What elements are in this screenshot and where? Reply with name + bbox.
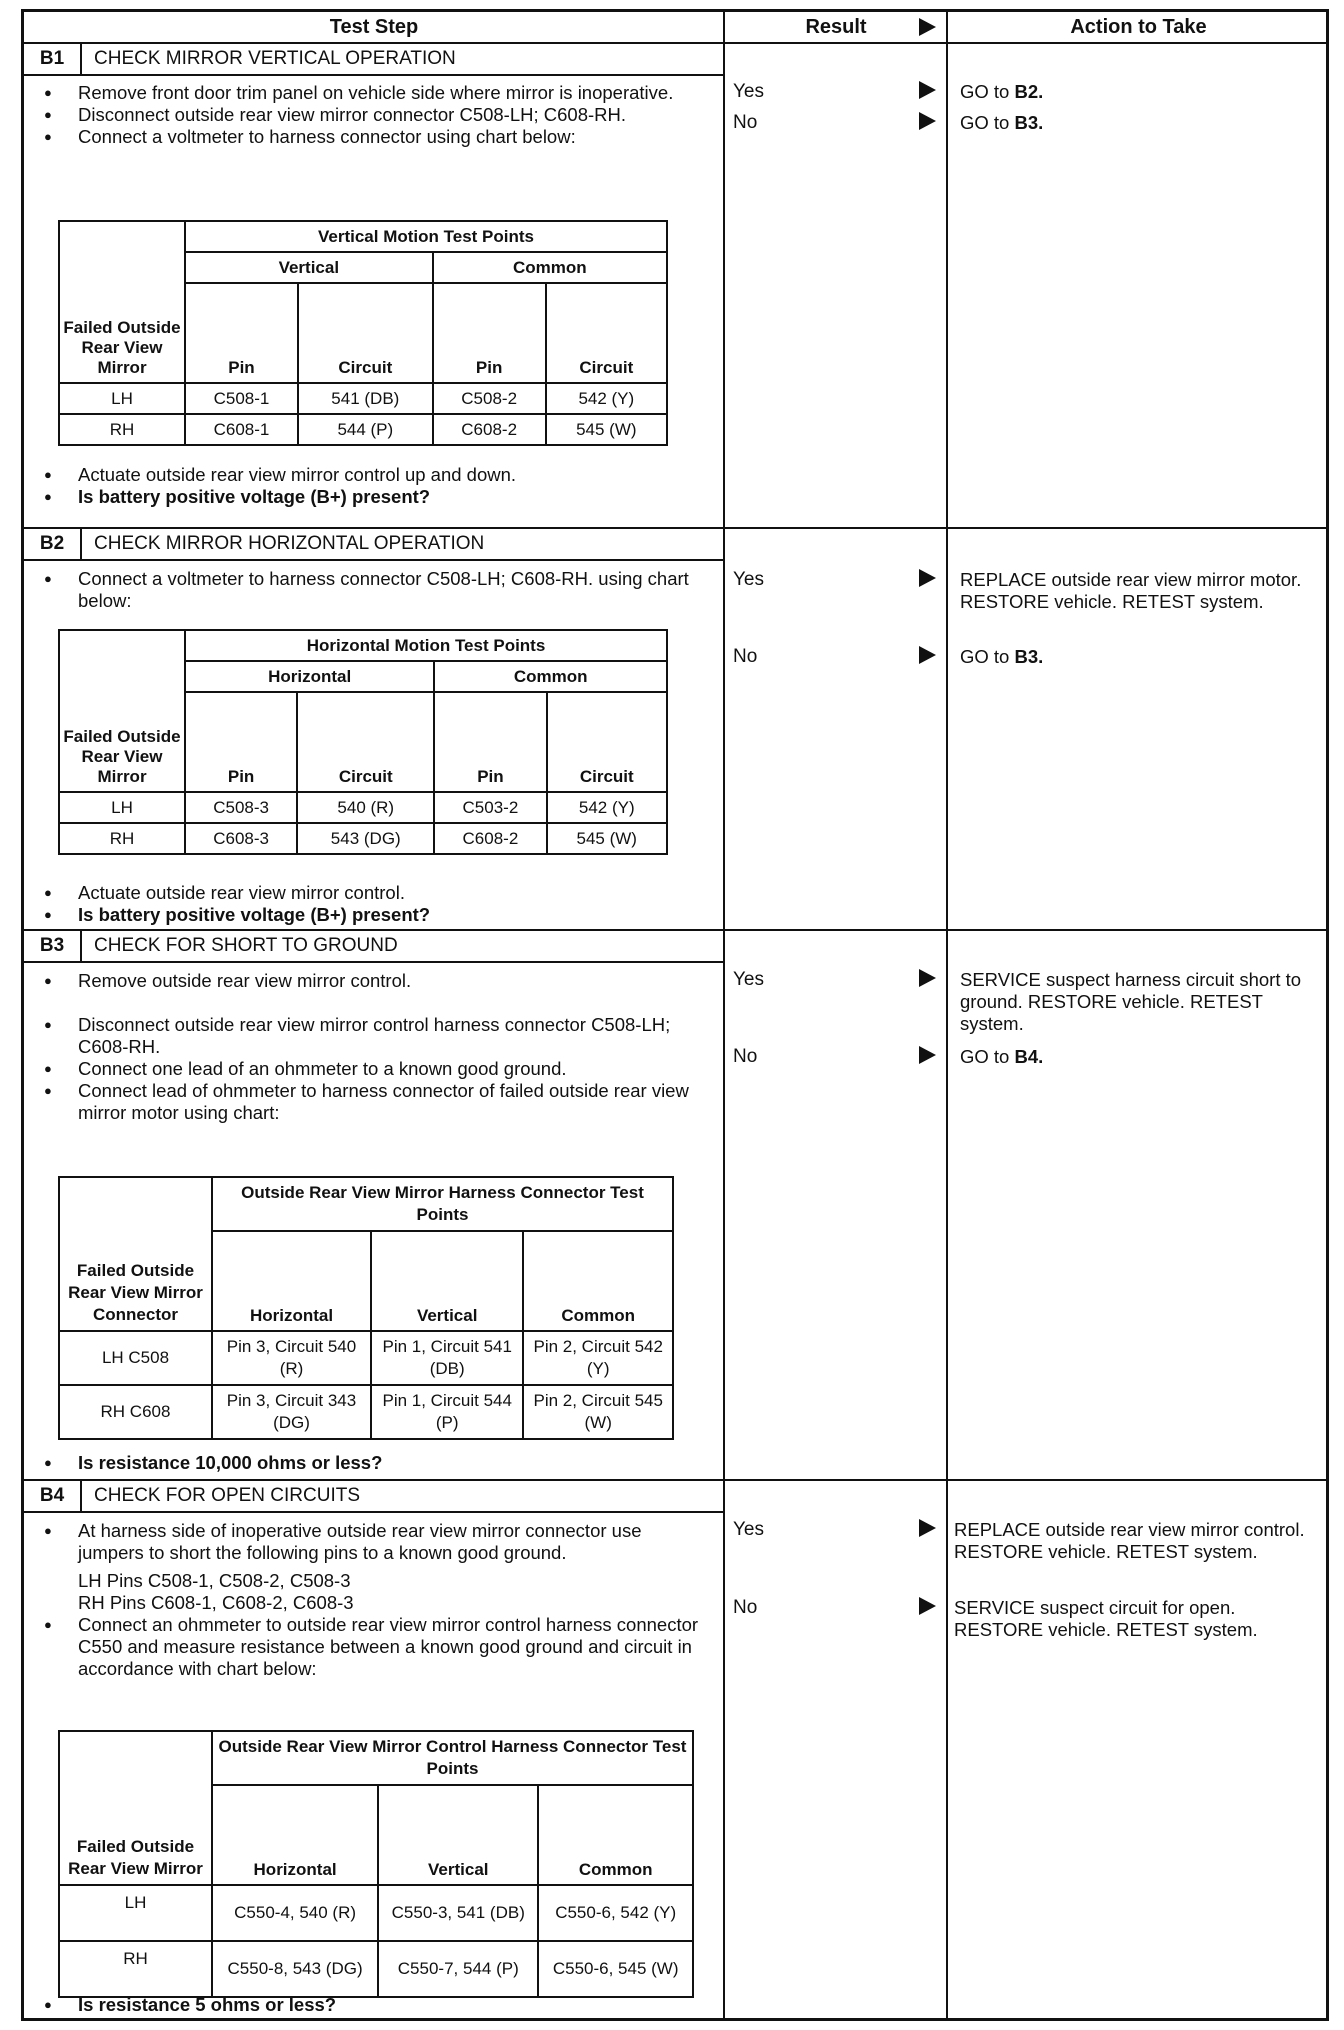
question: ● Is battery positive voltage (B+) present? <box>34 486 694 508</box>
divider-test-result <box>723 12 725 2018</box>
column-header: Horizontal <box>212 1231 371 1331</box>
arrow-icon <box>919 646 936 664</box>
result-no: No <box>733 1597 758 1618</box>
column-header: Pin <box>185 692 297 792</box>
action-b3-yes: SERVICE suspect harness circuit short to ground. RESTORE vehicle. RETEST system. <box>960 969 1302 1034</box>
table-cell: Pin 3, Circuit 343 (DG) <box>212 1385 371 1439</box>
table-cell: RH <box>59 823 185 854</box>
divider-result-action <box>946 12 948 2018</box>
table-cell: 544 (P) <box>298 414 433 445</box>
bullet: ● Connect a voltmeter to harness connector C508-LH; C608-RH. using chart below: <box>34 568 694 612</box>
table-cell: 542 (Y) <box>546 383 667 414</box>
step-id: B3 <box>24 931 82 961</box>
step-b4-after <box>34 1994 694 2016</box>
step-header-b2 <box>24 529 724 561</box>
table-cell: Pin 2, Circuit 542 (Y) <box>523 1331 673 1385</box>
question: ● Is resistance 10,000 ohms or less? <box>34 1452 694 1474</box>
step-title: CHECK FOR OPEN CIRCUITS <box>94 1485 361 1506</box>
table-cell: Pin 1, Circuit 544 (P) <box>371 1385 523 1439</box>
question: ● Is resistance 5 ohms or less? <box>34 1994 694 2016</box>
arrow-icon <box>919 81 936 99</box>
table-row <box>59 1331 673 1385</box>
step-b3-after <box>34 1452 694 1474</box>
bullet: ● Actuate outside rear view mirror control. <box>34 882 694 904</box>
horizontal-motion-table <box>58 629 668 855</box>
table-cell: C608-1 <box>185 414 298 445</box>
table-cell: C608-2 <box>434 823 546 854</box>
table-cell: LH C508 <box>59 1331 212 1385</box>
bullet: ● Disconnect outside rear view mirror connector C508-LH; C608-RH. <box>34 104 694 126</box>
table-row <box>59 383 667 414</box>
table-cell: C503-2 <box>434 792 546 823</box>
table-cell: C608-3 <box>185 823 297 854</box>
column-header: Circuit <box>298 283 433 383</box>
table-row <box>59 414 667 445</box>
pins-lh: LH Pins C508-1, C508-2, C508-3 <box>78 1570 351 1591</box>
step-b1-after <box>34 464 694 508</box>
table-cell: 541 (DB) <box>298 383 433 414</box>
action-b4-no: SERVICE suspect circuit for open. RESTORE vehicle. RETEST system. <box>954 1597 1258 1640</box>
column-header: Vertical <box>371 1231 523 1331</box>
row-header: Failed Outside Rear View Mirror <box>59 1731 212 1885</box>
table-cell: C550-6, 545 (W) <box>538 1941 693 1997</box>
header-action: Action to Take <box>948 12 1329 44</box>
action-b2-no: GO to B3. <box>960 646 1044 667</box>
bullet: ● Actuate outside rear view mirror control up and down. <box>34 464 694 486</box>
table-cell: Pin 3, Circuit 540 (R) <box>212 1331 371 1385</box>
column-header: Common <box>538 1785 693 1885</box>
table-cell: C550-8, 543 (DG) <box>212 1941 378 1997</box>
table-cell: C608-2 <box>433 414 546 445</box>
step-id: B4 <box>24 1481 82 1511</box>
column-header: Pin <box>434 692 546 792</box>
bullet: ● At harness side of inoperative outside rear view mirror connector use jumpers to short the following pins to a known good ground. <box>34 1520 704 1564</box>
table-row <box>59 792 667 823</box>
table-title: Outside Rear View Mirror Control Harness Connector Test Points <box>212 1731 693 1785</box>
step-b2-after <box>34 882 694 926</box>
action-b1-no: GO to B3. <box>960 112 1044 133</box>
table-row <box>59 1385 673 1439</box>
table-cell: RH <box>59 1941 212 1997</box>
table-cell: RH <box>59 414 185 445</box>
step-header-b3 <box>24 931 724 963</box>
action-b3-no: GO to B4. <box>960 1046 1044 1067</box>
result-no: No <box>733 112 758 133</box>
table-cell: C550-6, 542 (Y) <box>538 1885 693 1941</box>
bullet: ● Connect one lead of an ohmmeter to a known good ground. <box>34 1058 694 1080</box>
result-no: No <box>733 1046 758 1067</box>
column-header: Vertical <box>378 1785 538 1885</box>
table-cell: C508-2 <box>433 383 546 414</box>
question: ● Is battery positive voltage (B+) present? <box>34 904 694 926</box>
column-header: Circuit <box>547 692 667 792</box>
column-header: Circuit <box>546 283 667 383</box>
step-b2-instructions <box>34 568 694 612</box>
row-header: Failed Outside Rear View Mirror <box>59 630 185 792</box>
step-b3-instructions <box>34 970 694 1124</box>
group-header: Horizontal <box>185 661 434 692</box>
vertical-motion-table <box>58 220 668 446</box>
pins-rh: RH Pins C608-1, C608-2, C608-3 <box>78 1592 354 1613</box>
step-title: CHECK MIRROR VERTICAL OPERATION <box>94 48 456 69</box>
table-cell: 545 (W) <box>546 414 667 445</box>
table-cell: Pin 2, Circuit 545 (W) <box>523 1385 673 1439</box>
bullet: ● Disconnect outside rear view mirror control harness connector C508-LH; C608-RH. <box>34 1014 694 1058</box>
table-cell: C508-1 <box>185 383 298 414</box>
table-cell: RH C608 <box>59 1385 212 1439</box>
result-yes: Yes <box>733 569 764 590</box>
step-id: B1 <box>24 44 82 74</box>
column-header: Horizontal <box>212 1785 378 1885</box>
arrow-icon <box>919 1597 936 1615</box>
header-result: Result <box>725 12 947 44</box>
bullet: ● Connect lead of ohmmeter to harness connector of failed outside rear view mirror motor using chart: <box>34 1080 694 1124</box>
group-header: Common <box>434 661 667 692</box>
column-header: Circuit <box>297 692 434 792</box>
table-cell: LH <box>59 383 185 414</box>
step-b1-instructions <box>34 82 694 148</box>
header-test-step: Test Step <box>24 12 724 44</box>
result-yes: Yes <box>733 1519 764 1540</box>
table-cell: LH <box>59 792 185 823</box>
column-header: Pin <box>433 283 546 383</box>
column-header: Pin <box>185 283 298 383</box>
table-cell: C550-7, 544 (P) <box>378 1941 538 1997</box>
bullet: ● Connect an ohmmeter to outside rear view mirror control harness connector C550 and measure resistance between a known good ground and circuit in accordance with chart below: <box>34 1614 704 1680</box>
arrow-icon <box>919 1046 936 1064</box>
bullet: ● Remove front door trim panel on vehicle side where mirror is inoperative. <box>34 82 694 104</box>
arrow-icon <box>919 1519 936 1537</box>
table-cell: LH <box>59 1885 212 1941</box>
bullet: ● Remove outside rear view mirror control. <box>34 970 694 992</box>
table-title: Horizontal Motion Test Points <box>185 630 667 661</box>
control-harness-table <box>58 1730 694 1998</box>
table-cell: C550-3, 541 (DB) <box>378 1885 538 1941</box>
table-cell: 540 (R) <box>297 792 434 823</box>
table-title: Vertical Motion Test Points <box>185 221 667 252</box>
table-cell: C508-3 <box>185 792 297 823</box>
arrow-icon <box>919 969 936 987</box>
table-cell: C550-4, 540 (R) <box>212 1885 378 1941</box>
result-no: No <box>733 646 758 667</box>
action-b2-yes: REPLACE outside rear view mirror motor. RESTORE vehicle. RETEST system. <box>960 569 1302 612</box>
group-header: Common <box>433 252 667 283</box>
table-cell: Pin 1, Circuit 541 (DB) <box>371 1331 523 1385</box>
result-yes: Yes <box>733 81 764 102</box>
table-title: Outside Rear View Mirror Harness Connector Test Points <box>212 1177 673 1231</box>
mirror-harness-table <box>58 1176 674 1440</box>
action-b4-yes: REPLACE outside rear view mirror control. RESTORE vehicle. RETEST system. <box>954 1519 1305 1562</box>
header-arrow-icon <box>919 18 936 36</box>
table-cell: 542 (Y) <box>547 792 667 823</box>
table-cell: 545 (W) <box>547 823 667 854</box>
action-b1-yes: GO to B2. <box>960 81 1044 102</box>
step-id: B2 <box>24 529 82 559</box>
bullet: ● Connect a voltmeter to harness connector using chart below: <box>34 126 694 148</box>
step-title: CHECK FOR SHORT TO GROUND <box>94 935 398 956</box>
row-header: Failed Outside Rear View Mirror Connector <box>59 1177 212 1331</box>
table-row <box>59 1941 693 1997</box>
step-title: CHECK MIRROR HORIZONTAL OPERATION <box>94 533 485 554</box>
arrow-icon <box>919 112 936 130</box>
table-cell: 543 (DG) <box>297 823 434 854</box>
step-header-b4 <box>24 1481 724 1513</box>
column-header: Common <box>523 1231 673 1331</box>
test-table-frame <box>21 9 1329 2021</box>
result-yes: Yes <box>733 969 764 990</box>
step-b4-instructions <box>34 1520 704 1680</box>
arrow-icon <box>919 569 936 587</box>
group-header: Vertical <box>185 252 433 283</box>
step-header-b1 <box>24 44 724 76</box>
row-header: Failed Outside Rear View Mirror <box>59 221 185 383</box>
table-row <box>59 1885 693 1941</box>
table-row <box>59 823 667 854</box>
